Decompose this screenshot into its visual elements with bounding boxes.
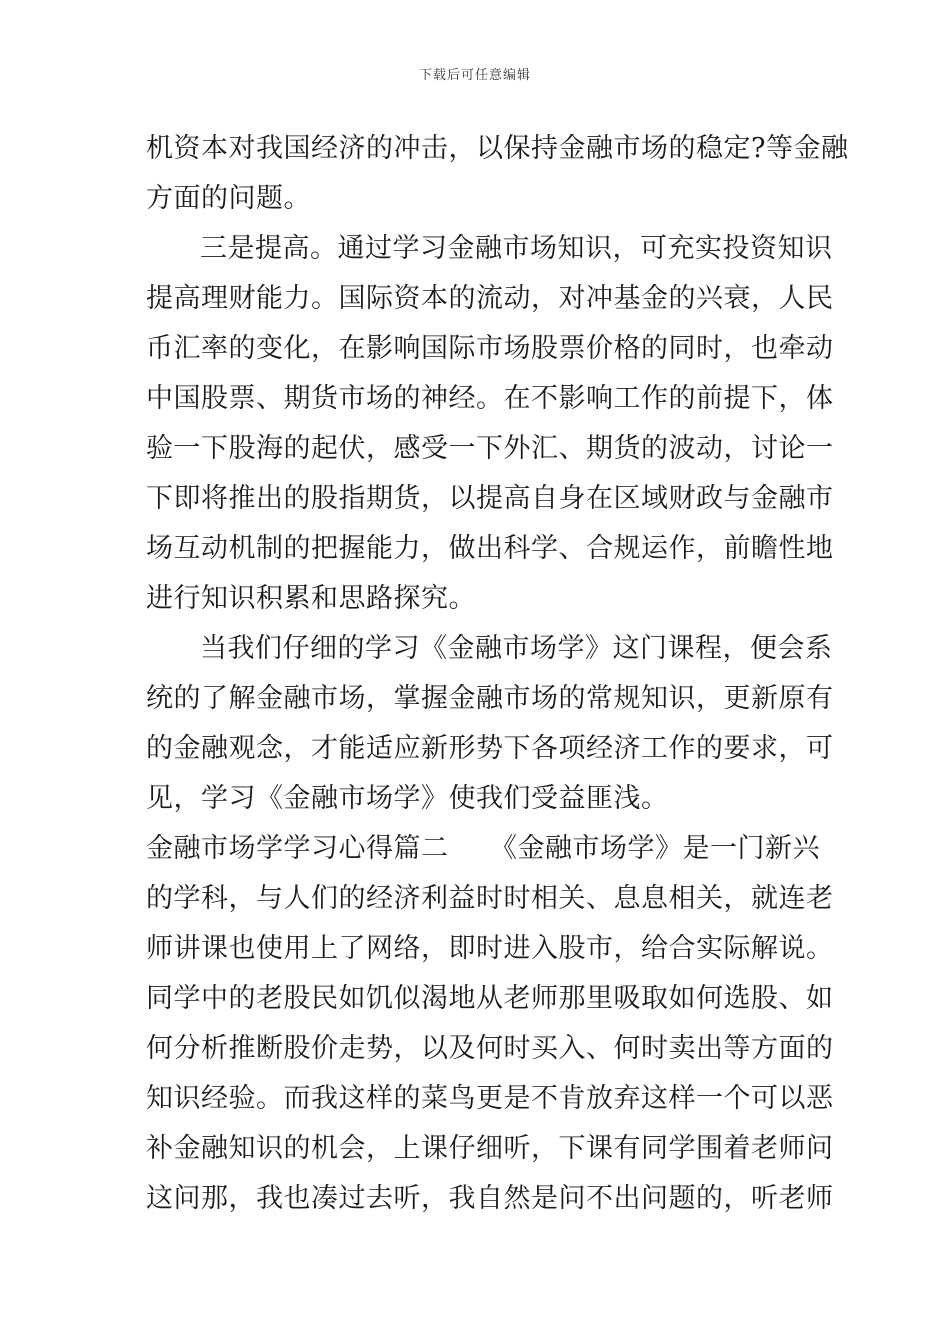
text-line-4: 提高理财能力。国际资本的流动，对冲基金的兴衰，人民 (146, 283, 834, 314)
text-line-9: 场互动机制的把握能力，做出科学、合规运作，前瞻性地 (146, 533, 834, 564)
text-line-21: 补金融知识的机会，上课仔细听，下课有同学围着老师问 (146, 1133, 834, 1164)
text-line-2: 方面的问题。 (146, 183, 311, 214)
text-line-6: 中国股票、期货市场的神经。在不影响工作的前提下，体 (146, 383, 834, 414)
text-line-20: 知识经验。而我这样的菜鸟更是不肯放弃这样一个可以恶 (146, 1083, 834, 1114)
text-line-13: 的金融观念，才能适应新形势下各项经济工作的要求，可 (146, 733, 834, 764)
text-line-7: 验一下股海的起伏，感受一下外汇、期货的波动，讨论一 (146, 433, 834, 464)
text-line-1: 机资本对我国经济的冲击，以保持金融市场的稳定?等金融 (146, 133, 849, 164)
text-line-11: 当我们仔细的学习《金融市场学》这门课程，便会系 (200, 633, 833, 664)
text-line-3: 三是提高。通过学习金融市场知识，可充实投资知识 (200, 233, 833, 264)
text-line-18: 同学中的老股民如饥似渴地从老师那里吸取如何选股、如 (146, 983, 834, 1014)
text-line-17: 师讲课也使用上了网络，即时进入股市，给合实际解说。 (146, 933, 834, 964)
text-line-14: 见，学习《金融市场学》使我们受益匪浅。 (146, 783, 669, 814)
text-line-16: 的学科，与人们的经济利益时时相关、息息相关，就连老 (146, 883, 834, 914)
text-line-5: 币汇率的变化，在影响国际市场股票价格的同时，也牵动 (146, 333, 834, 364)
section-heading-line: 金融市场学学习心得篇二 《金融市场学》是一门新兴 (146, 833, 820, 864)
text-line-8: 下即将推出的股指期货，以提高自身在区域财政与金融市 (146, 483, 834, 514)
text-line-12: 统的了解金融市场，掌握金融市场的常规知识，更新原有 (146, 683, 834, 714)
page-header: 下载后可任意编辑 (418, 68, 531, 83)
text-line-19: 何分析推断股价走势，以及何时买入、何时卖出等方面的 (146, 1033, 834, 1064)
text-line-10: 进行知识积累和思路探究。 (146, 583, 476, 614)
text-line-22: 这问那，我也凑过去听，我自然是问不出问题的，听老师 (146, 1183, 834, 1214)
